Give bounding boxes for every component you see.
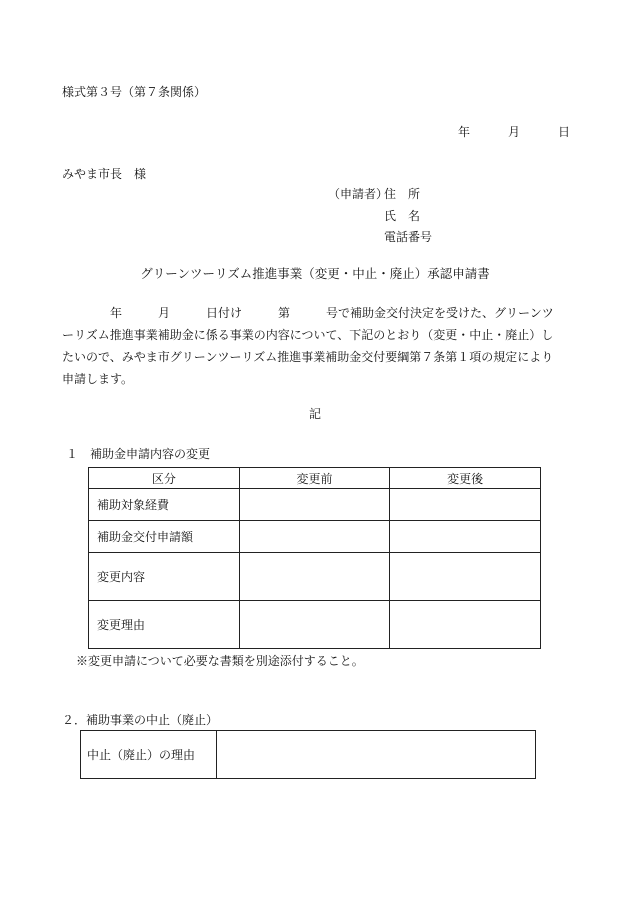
after-cell[interactable]	[390, 489, 541, 521]
change-table	[88, 467, 541, 649]
cancellation-table	[80, 730, 536, 779]
applicant-phone-label: 電話番号	[384, 230, 433, 244]
row-label: 変更内容	[89, 553, 240, 601]
row-label: 補助対象経費	[89, 489, 240, 521]
section1-heading: １ 補助金申請内容の変更	[66, 447, 211, 461]
addressee: みやま市長 様	[62, 167, 147, 181]
column-header-after: 変更後	[390, 468, 541, 489]
after-cell[interactable]	[390, 521, 541, 553]
row-label: 変更理由	[89, 601, 240, 649]
document-title: グリーンツーリズム推進事業（変更・中止・廃止）承認申請書	[140, 266, 490, 281]
table-row	[89, 553, 541, 601]
cancellation-reason-label: 中止（廃止）の理由	[81, 731, 217, 779]
table-row	[89, 601, 541, 649]
before-cell[interactable]	[239, 553, 390, 601]
cancellation-reason-cell[interactable]	[216, 731, 535, 779]
date-line	[0, 124, 630, 140]
body-paragraph	[62, 302, 572, 390]
section2-heading: ２．補助事業の中止（廃止）	[62, 713, 219, 727]
table-row	[89, 489, 541, 521]
date-day-label: 日	[558, 125, 571, 139]
table-row	[81, 731, 536, 779]
column-header-category: 区分	[89, 468, 240, 489]
after-cell[interactable]	[390, 553, 541, 601]
form-number: 様式第３号（第７条関係）	[62, 85, 207, 99]
table-row	[89, 521, 541, 553]
applicant-prefix: （申請者）	[328, 187, 389, 201]
body-line: たいので、みやま市グリーンツーリズム推進事業補助金交付要綱第７条第１項の規定により	[62, 350, 554, 364]
applicant-name-label: 氏 名	[384, 209, 421, 223]
attachment-note: ※変更申請について必要な書類を別途添付すること。	[76, 654, 364, 668]
before-cell[interactable]	[239, 601, 390, 649]
body-line: ーリズム推進事業補助金に係る事業の内容について、下記のとおり（変更・中止・廃止）し	[62, 328, 554, 342]
column-header-before: 変更前	[239, 468, 390, 489]
after-cell[interactable]	[390, 601, 541, 649]
body-line: 申請します。	[62, 372, 134, 386]
before-cell[interactable]	[239, 521, 390, 553]
ki-heading: 記	[309, 407, 322, 421]
date-year-label: 年	[458, 125, 471, 139]
before-cell[interactable]	[239, 489, 390, 521]
body-line: 年 月 日付け 第 号で補助金交付決定を受けた、グリーンツ	[62, 306, 554, 320]
date-month-label: 月	[508, 125, 521, 139]
row-label: 補助金交付申請額	[89, 521, 240, 553]
applicant-address-label: 住 所	[384, 187, 421, 201]
